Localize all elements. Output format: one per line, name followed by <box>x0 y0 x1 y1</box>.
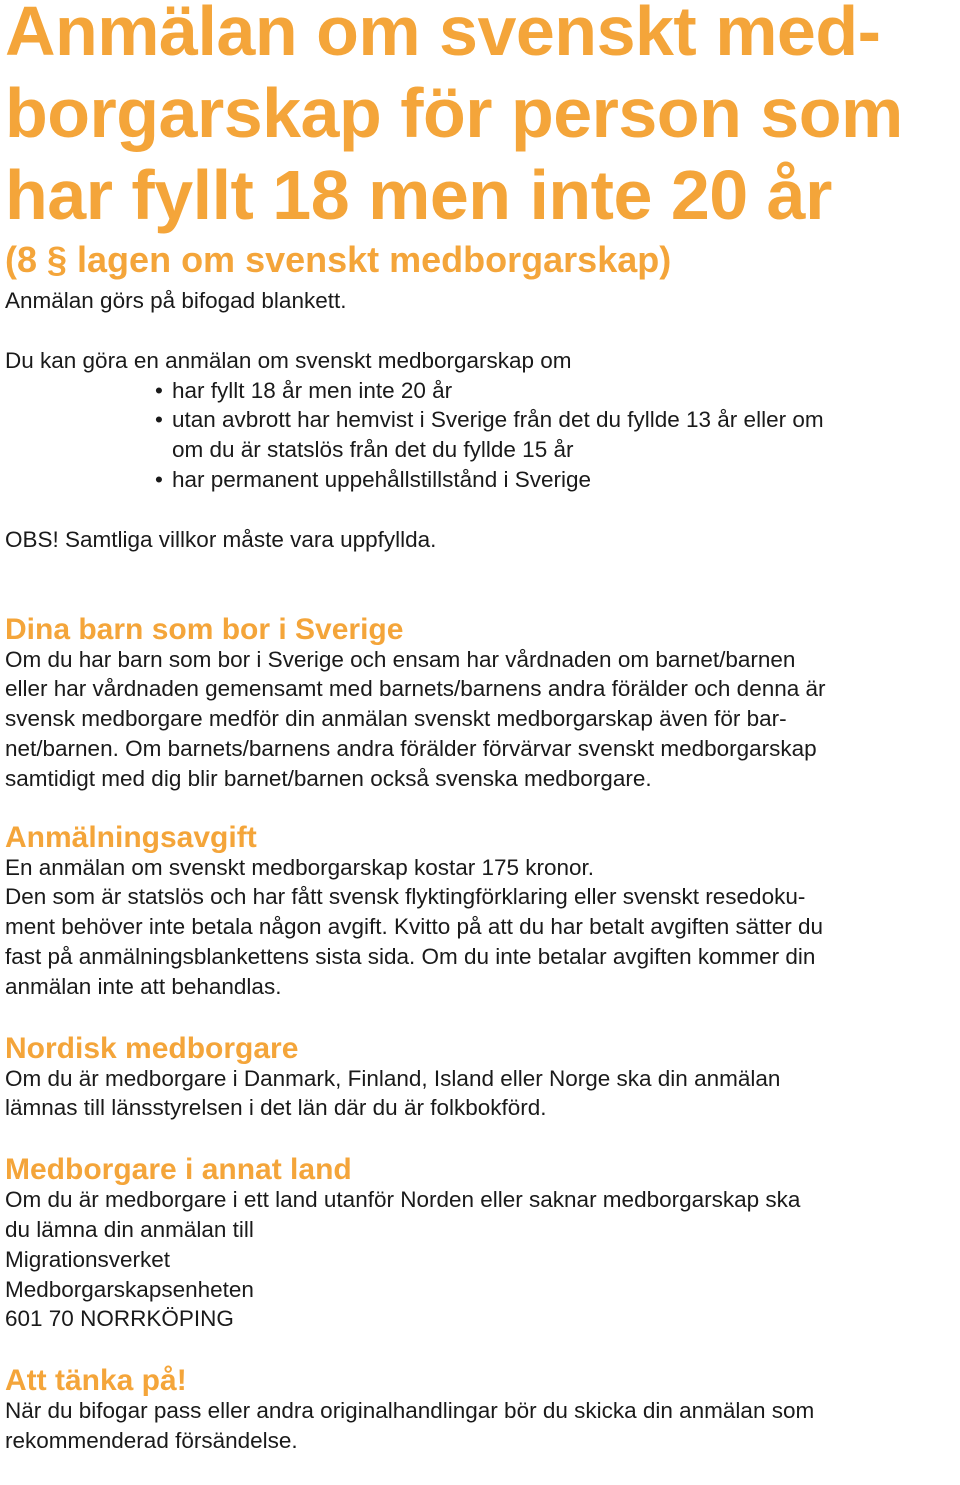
obs-note <box>5 525 955 555</box>
paragraph-line: samtidigt med dig blir barnet/barnen också svenska medborgare. <box>5 765 652 791</box>
document-page <box>5 0 955 1456</box>
intro-lead-text: Du kan göra en anmälan om svenskt medborgarskap om <box>5 347 572 373</box>
paragraph-line: Om du är medborgare i ett land utanför Norden eller saknar medborgarskap ska <box>5 1187 801 1213</box>
list-item <box>5 465 955 495</box>
paragraph-line: svensk medborgare medför din anmälan svenskt medborgarskap även för bar- <box>5 706 787 732</box>
address-line: Medborgarskapsenheten <box>5 1276 254 1302</box>
paragraph-line: eller har vårdnaden gemensamt med barnets/barnens andra förälder och denna är <box>5 676 826 702</box>
section-body <box>5 853 955 1002</box>
section-heading: Att tänka på! <box>5 1364 187 1398</box>
bullet-icon: • <box>155 407 163 433</box>
paragraph-line: fast på anmälningsblankettens sista sida. Om du inte betalar avgiften kommer din <box>5 943 816 969</box>
section-heading: Medborgare i annat land <box>5 1153 352 1187</box>
title-line-2: borgarskap för person som <box>5 74 903 152</box>
intro-lead <box>5 346 955 376</box>
paragraph-line: rekommenderad försändelse. <box>5 1427 298 1453</box>
list-item-text: har fyllt 18 år men inte 20 år <box>172 377 453 403</box>
address-line: 601 70 NORRKÖPING <box>5 1306 234 1332</box>
section-fee <box>5 821 955 1002</box>
address-line: Migrationsverket <box>5 1246 171 1272</box>
title-line-1: Anmälan om svenskt med- <box>5 0 881 70</box>
paragraph-line: anmälan inte att behandlas. <box>5 973 282 999</box>
paragraph-line: du lämna din anmälan till <box>5 1216 254 1242</box>
bullet-icon: • <box>155 466 163 492</box>
section-reminder <box>5 1364 955 1456</box>
paragraph-line: Om du har barn som bor i Sverige och ensam har vårdnaden om barnet/barnen <box>5 646 796 672</box>
subtitle: (8 § lagen om svenskt medborgarskap) <box>5 239 672 280</box>
paragraph-line: lämnas till länsstyrelsen i det län där du är folkbokförd. <box>5 1095 547 1121</box>
section-heading: Dina barn som bor i Sverige <box>5 612 404 646</box>
list-item <box>5 405 955 465</box>
paragraph-line: Om du är medborgare i Danmark, Finland, Island eller Norge ska din anmälan <box>5 1065 781 1091</box>
paragraph-line: ment behöver inte betala någon avgift. Kvitto på att du har betalt avgiften sätter du <box>5 914 824 940</box>
section-other-country <box>5 1153 955 1334</box>
section-heading: Nordisk medborgare <box>5 1031 299 1065</box>
condition-list <box>5 376 955 495</box>
section-body <box>5 1396 955 1456</box>
paragraph-line: Den som är statslös och har fått svensk flyktingförklaring eller svenskt resedoku- <box>5 884 806 910</box>
section-children <box>5 613 955 794</box>
list-item-text: utan avbrott har hemvist i Sverige från det du fyllde 13 år eller om <box>172 407 824 433</box>
section-body <box>5 645 955 794</box>
form-note <box>5 286 955 316</box>
list-item-text: har permanent uppehållstillstånd i Sverige <box>172 466 591 492</box>
form-note-text: Anmälan görs på bifogad blankett. <box>5 288 347 313</box>
list-item-text: om du är statslös från det du fyllde 15 år <box>172 437 574 463</box>
section-body <box>5 1185 955 1334</box>
paragraph-line: net/barnen. Om barnets/barnens andra förälder förvärvar svenskt medborgarskap <box>5 735 817 761</box>
section-nordic <box>5 1032 955 1124</box>
title-line-3: har fyllt 18 men inte 20 år <box>5 156 832 234</box>
list-item <box>5 376 955 406</box>
section-body <box>5 1064 955 1124</box>
section-heading: Anmälningsavgift <box>5 820 257 854</box>
bullet-icon: • <box>155 377 163 403</box>
paragraph-line: När du bifogar pass eller andra originalhandlingar bör du skicka din anmälan som <box>5 1398 815 1424</box>
obs-note-text: OBS! Samtliga villkor måste vara uppfyllda. <box>5 526 437 552</box>
title-block <box>5 0 955 236</box>
paragraph-line: En anmälan om svenskt medborgarskap kostar 175 kronor. <box>5 854 595 880</box>
